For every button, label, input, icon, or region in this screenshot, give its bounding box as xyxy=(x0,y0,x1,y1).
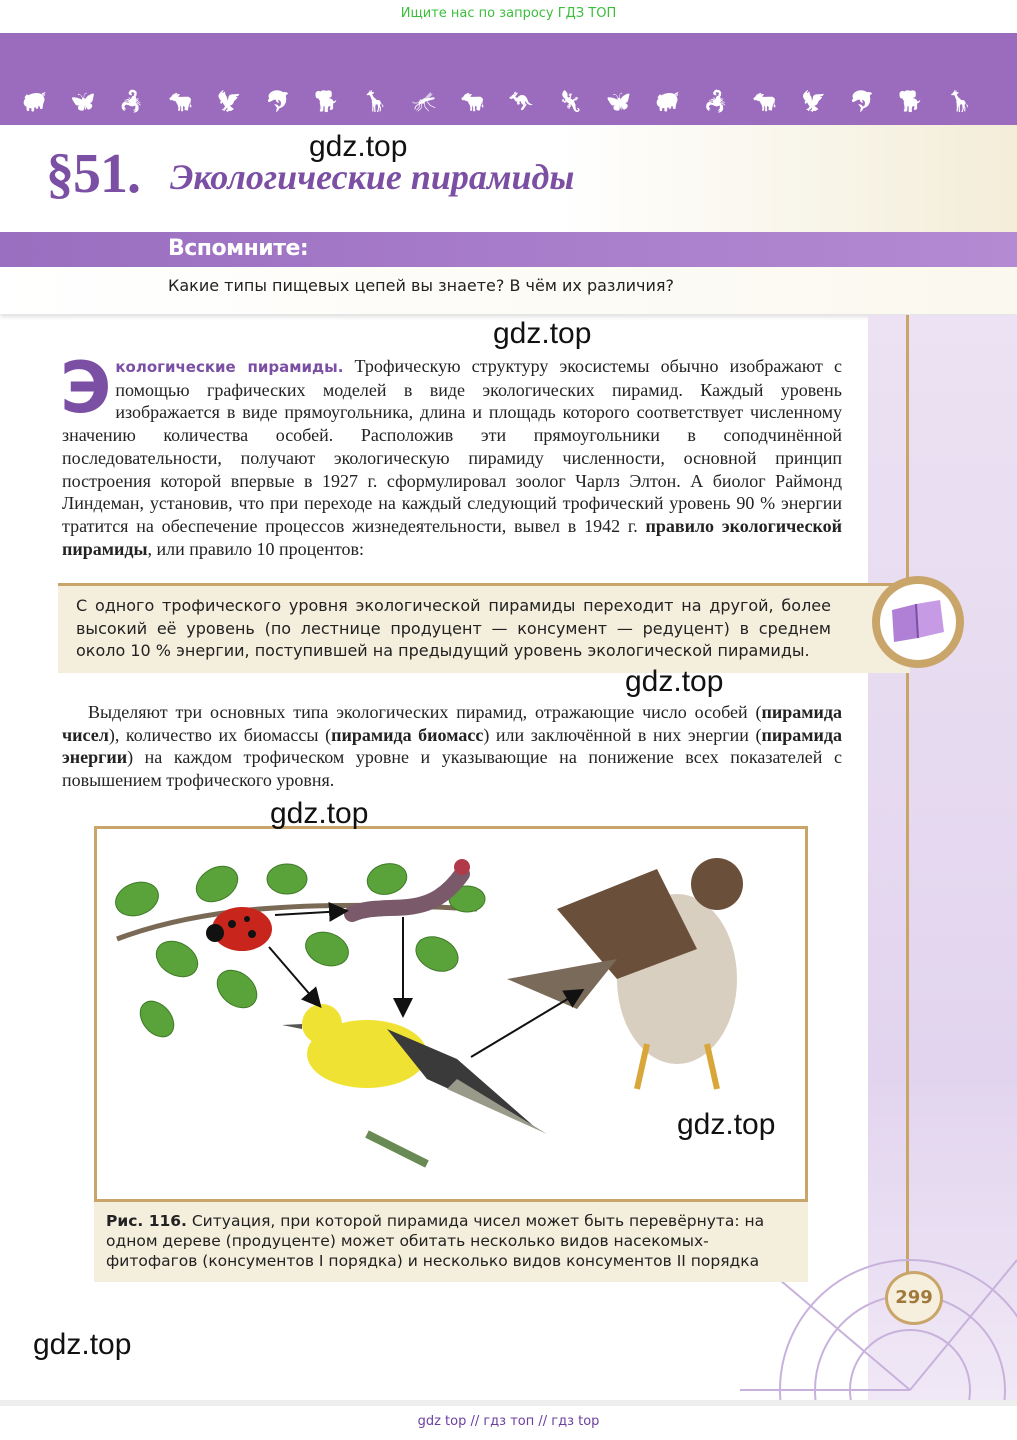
animal-silhouette-icon: 🦘 xyxy=(508,89,534,113)
types-paragraph: Выделяют три основных типа экологических пирамид, отражающие число особей (пирамида чисел), количество их биомассы (пирамида биомасс) или заключённой в них энергии (пирамида энергии) на каждом трофическом уровне и указывающие на понижение всех показателей с повышением трофического уровня. xyxy=(62,702,842,791)
rule-text: С одного трофического уровня экологической пирамиды переходит на другой, более высокий её уровень (по лестнице продуцент — консумент — редуцент) в среднем около 10 % энергии, поступившей на предыдущий уровень экологической пирамиды. xyxy=(76,596,831,660)
remember-label: Вспомните: xyxy=(168,236,309,261)
margin-line xyxy=(906,315,909,1315)
birch-branch xyxy=(111,859,485,1043)
animal-silhouette-icon: 🦋 xyxy=(606,89,632,113)
food-chain-illustration xyxy=(97,829,805,1199)
animal-icons-row xyxy=(22,88,972,114)
watermark: gdz.top xyxy=(309,130,408,163)
animal-silhouette-icon: 🦒 xyxy=(362,89,388,113)
page-number: 299 xyxy=(885,1271,943,1325)
paragraph-number: §51. xyxy=(46,143,140,205)
term-energy-pyramid: пирамида энергии xyxy=(62,724,842,768)
animal-silhouette-icon: 🦅 xyxy=(801,89,826,113)
lead-in-heading: кологические пирамиды. xyxy=(115,358,344,376)
animal-silhouette-icon: 🐄 xyxy=(460,89,486,113)
remember-bar xyxy=(0,232,1017,267)
watermark: gdz.top xyxy=(677,1108,776,1141)
animal-silhouette-icon: 🐬 xyxy=(265,89,291,113)
intro-text-end: , или правило 10 процентов: xyxy=(147,538,365,559)
animal-silhouette-icon: 🐬 xyxy=(849,89,875,113)
animal-silhouette-icon: 🐕 xyxy=(898,89,924,113)
animal-silhouette-icon: 🐕 xyxy=(314,89,340,113)
hawk xyxy=(507,858,743,1089)
animal-silhouette-icon: 🦂 xyxy=(703,89,729,113)
animal-silhouette-icon: 🐖 xyxy=(654,89,680,113)
figure-caption: Рис. 116. Ситуация, при которой пирамида чисел может быть перевёрнута: на одном дереве (продуценте) может обитать несколько видов насекомых-фитофагов (консументов I порядка) и несколько видов консументов II порядка xyxy=(106,1212,765,1270)
watermark: gdz.top xyxy=(33,1328,132,1361)
intro-paragraph xyxy=(60,347,842,560)
term-number-pyramid: пирамида чисел xyxy=(62,702,842,745)
watermark: gdz.top xyxy=(493,317,592,350)
drop-cap: Э xyxy=(60,347,112,429)
animal-silhouette-icon: 🦋 xyxy=(70,89,96,113)
remember-question: Какие типы пищевых цепей вы знаете? В чём их различия? xyxy=(168,276,675,295)
watermark: gdz.top xyxy=(270,797,369,830)
yellow-bird xyxy=(282,1004,547,1164)
animal-silhouette-icon: 🦂 xyxy=(119,89,145,113)
animal-silhouette-icon: 🦒 xyxy=(947,89,972,113)
rule-term: правило экологической пирамиды xyxy=(62,515,842,559)
right-margin-panel xyxy=(868,315,1017,1400)
book-badge xyxy=(872,576,964,668)
page-title: Экологические пирамиды xyxy=(170,157,575,197)
figure-label: Рис. 116. xyxy=(106,1212,187,1230)
top-note: Ищите нас по запросу ГДЗ ТОП xyxy=(400,6,617,21)
animal-silhouette-icon: 🐄 xyxy=(168,89,193,113)
animal-silhouette-icon: 🐄 xyxy=(752,89,778,113)
animal-silhouette-icon: 🦅 xyxy=(216,89,242,113)
animal-silhouette-icon: 🦟 xyxy=(411,89,437,113)
term-biomass-pyramid: пирамида биомасс xyxy=(331,724,484,745)
intro-text: Трофическую структуру экосистемы обычно изображают с помощью графических моделей в виде экологических пирамид. Каждый уровень изображается в виде прямоугольника, длина и площадь которого соответствует численному значению количества особей. Расположив эти прямоугольники в соподчинённой последовательности, получают экологическую пирамиду численности, основной принцип построения которой впервые в 1927 г. сформулировал зоолог Чарлз Элтон. А биолог Раймонд Линдеман, установив, что при переходе на каждый следующий трофический уровень 90 % энергии тратится на обеспечение процессов жизнедеятельности, вывел в 1942 г. xyxy=(62,356,842,536)
animal-silhouette-icon: 🦎 xyxy=(557,89,583,113)
animal-silhouette-icon: 🐖 xyxy=(22,89,47,113)
open-book-icon xyxy=(888,598,948,644)
bottom-links[interactable]: gdz top // гдз топ // гдз top xyxy=(417,1414,600,1429)
watermark: gdz.top xyxy=(625,665,724,698)
